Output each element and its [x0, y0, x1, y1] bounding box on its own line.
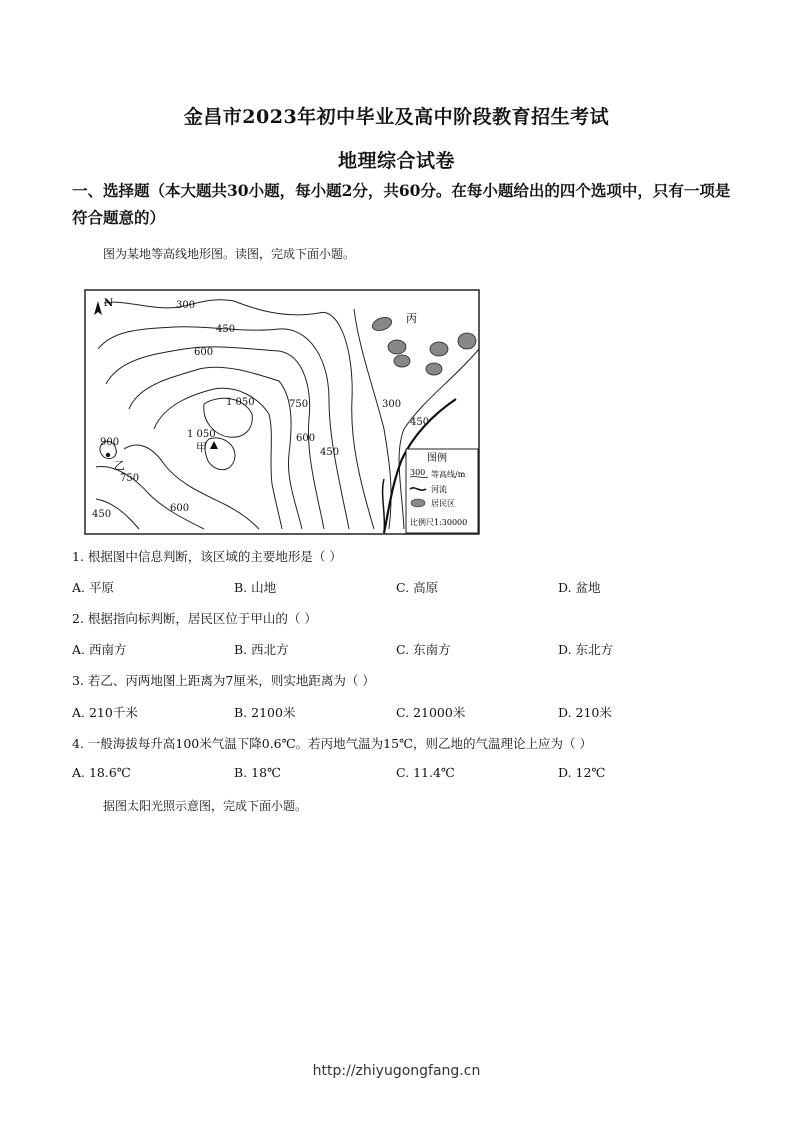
contour-label: 450 — [320, 447, 340, 458]
q1-option-c: C. 高原 — [396, 580, 439, 595]
contour-label: 300 — [176, 300, 196, 311]
legend-contour-value: 300 — [410, 468, 426, 477]
contour-label: 600 — [296, 433, 316, 444]
q4-option-c: C. 11.4℃ — [396, 765, 455, 780]
place-bing-label: 丙 — [406, 312, 417, 325]
q3-option-b: B. 2100米 — [234, 705, 296, 720]
legend-river: 河流 — [431, 485, 447, 494]
footer-url[interactable]: http://zhiyugongfang.cn — [312, 1063, 481, 1079]
contour-label: 300 — [382, 399, 402, 410]
settlement-legend-icon — [411, 499, 425, 507]
north-label: N — [104, 298, 114, 309]
q3-option-d: D. 210米 — [558, 705, 612, 720]
legend-contour: 等高线/m — [431, 470, 466, 479]
exam-subtitle: 地理综合试卷 — [337, 150, 455, 172]
q2-option-a: A. 西南方 — [72, 642, 127, 657]
q3-option-c: C. 21000米 — [396, 705, 466, 720]
contour-label: 900 — [100, 437, 120, 448]
q1-option-d: D. 盆地 — [558, 580, 601, 595]
section-heading: 一、选择题（本大题共30小题，每小题2分，共60分。在每小题给出的四个选项中，只有一项是符合题意的） — [72, 181, 731, 227]
place-jia-label: 甲 — [196, 441, 207, 454]
question-1: 1. 根据图中信息判断，该区域的主要地形是（ ） — [72, 549, 342, 564]
legend-settlement: 居民区 — [431, 499, 455, 508]
map-legend — [406, 449, 478, 533]
q4-option-b: B. 18℃ — [234, 765, 282, 780]
q2-option-d: D. 东北方 — [558, 642, 614, 657]
exam-title: 金昌市2023年初中毕业及高中阶段教育招生考试 — [183, 106, 610, 128]
q2-option-c: C. 东南方 — [396, 642, 451, 657]
contour-label: 1 050 — [226, 397, 255, 408]
question-2: 2. 根据指向标判断，居民区位于甲山的（ ） — [72, 611, 317, 626]
legend-title: 图例 — [427, 453, 447, 464]
contour-label: 450 — [410, 417, 430, 428]
q4-option-a: A. 18.6℃ — [72, 765, 131, 780]
contour-label: 750 — [120, 473, 140, 484]
intro-text-2: 据图太阳光照示意图，完成下面小题。 — [103, 799, 308, 813]
contour-label: 600 — [194, 347, 214, 358]
legend-scale: 比例尺1:30000 — [410, 518, 468, 527]
contour-label: 1 050 — [187, 429, 216, 440]
q4-option-d: D. 12℃ — [558, 765, 606, 780]
place-yi-dot — [106, 453, 110, 457]
q3-option-a: A. 210千米 — [72, 705, 138, 720]
q1-option-b: B. 山地 — [234, 580, 277, 595]
q1-option-a: A. 平原 — [72, 580, 114, 595]
q2-option-b: B. 西北方 — [234, 642, 289, 657]
question-4: 4. 一般海拔每升高100米气温下降0.6℃。若丙地气温为15℃，则乙地的气温理论上应为（ ） — [72, 736, 592, 751]
contour-map — [84, 289, 480, 535]
contour-label: 450 — [92, 509, 112, 520]
intro-text: 图为某地等高线地形图。读图，完成下面小题。 — [103, 247, 356, 261]
contour-label: 450 — [216, 324, 236, 335]
place-yi-label: 乙 — [114, 459, 125, 472]
contour-label: 750 — [289, 399, 309, 410]
contour-label: 600 — [170, 503, 190, 514]
question-3: 3. 若乙、丙两地图上距离为7厘米，则实地距离为（ ） — [72, 673, 375, 688]
